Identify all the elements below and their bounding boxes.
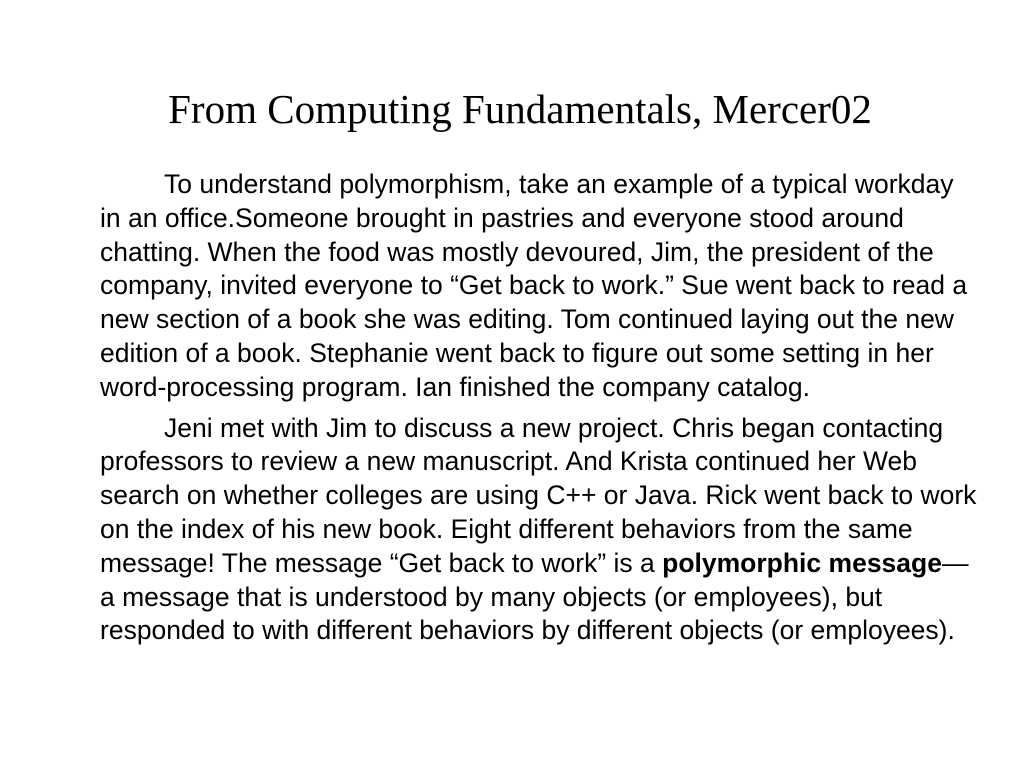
paragraph-2-text-after: —a message that is understood by many objects (or employees), but responded to with different behaviors by different objects (or employees). (100, 547, 969, 646)
polymorphic-message-term: polymorphic message (662, 547, 942, 578)
paragraph-2 (100, 412, 980, 649)
slide-body (100, 168, 980, 648)
paragraph-2-text-before: Jeni met with Jim to discuss a new project. Chris began contacting professors to review a new manuscript. And Krista continued her Web search on whether colleges are using C++ or Java. Rick went back to work on the index of his new book. Eight different behaviors from the same message! The message “Get back to work” is a (100, 412, 977, 578)
slide-title: From Computing Fundamentals, Mercer02 (168, 86, 872, 132)
paragraph-1: To understand polymorphism, take an example of a typical workday in an office.Someone brought in pastries and everyone stood around chatting. When the food was mostly devoured, Jim, the president of the company, invited everyone to “Get back to work.” Sue went back to read a new section of a book she was editing. Tom continued laying out the new edition of a book. Stephanie went back to figure out some setting in her word-processing program. Ian finished the company catalog. (100, 169, 968, 402)
